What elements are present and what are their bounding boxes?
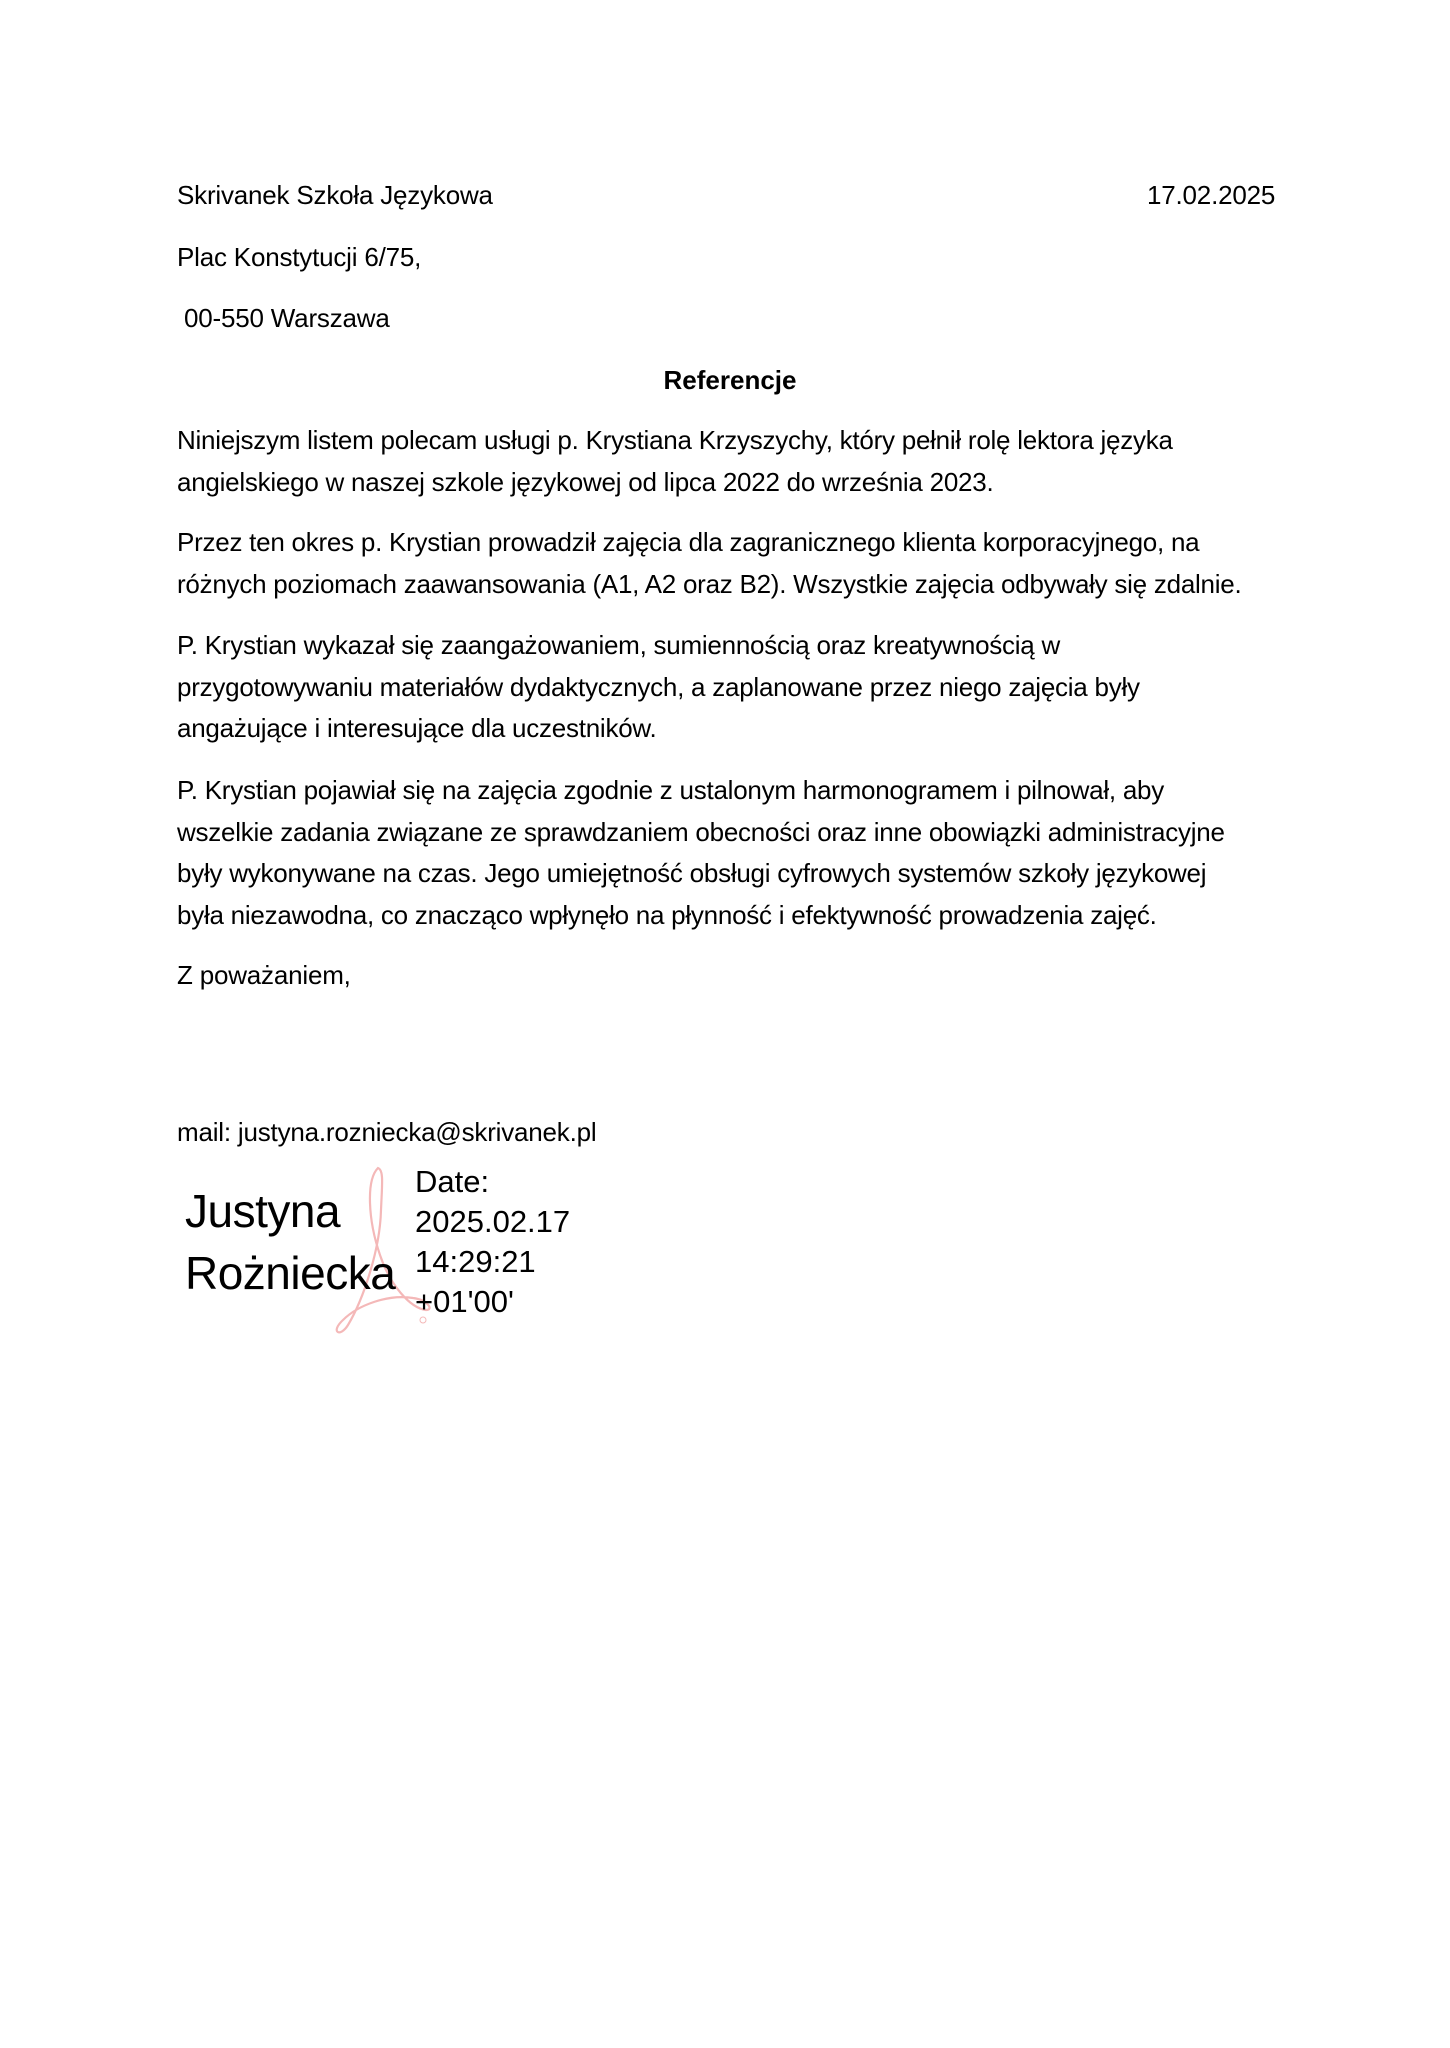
paragraph-line: angielskiego w naszej szkole językowej od lipca 2022 do września 2023. <box>177 466 994 497</box>
letter-title: Referencje <box>663 365 797 395</box>
sender-name: Skrivanek Szkoła Językowa <box>177 180 493 210</box>
paragraph-line: wszelkie zadania związane ze sprawdzaniem obecności oraz inne obowiązki administracyjne <box>177 816 1225 847</box>
paragraph-line: angażujące i interesujące dla uczestników. <box>177 713 657 743</box>
paragraph-line: Niniejszym listem polecam usługi p. Krystiana Krzyszychy, który pełnił rolę lektora języka <box>177 425 1173 455</box>
paragraph-line: różnych poziomach zaawansowania (A1, A2 oraz B2). Wszystkie zajęcia odbywały się zdalnie. <box>177 568 1242 599</box>
signature-timestamp <box>415 1162 570 1322</box>
paragraph-1 <box>177 420 1297 503</box>
paragraph-3 <box>177 625 1297 750</box>
paragraph-line: były wykonywane na czas. Jego umiejętność obsługi cyfrowych systemów szkoły językowej <box>177 858 1207 888</box>
signature-time-value: 14:29:21 <box>415 1244 536 1279</box>
signature-date-label: Date: <box>415 1164 490 1199</box>
contact-email: mail: justyna.rozniecka@skrivanek.pl <box>177 1117 597 1147</box>
paragraph-line: P. Krystian pojawiał się na zajęcia zgodnie z ustalonym harmonogramem i pilnował, aby <box>177 775 1165 805</box>
sender-address-line2: 00-550 Warszawa <box>177 303 390 333</box>
paragraph-line: była niezawodna, co znacząco wpłynęło na płynność i efektywność prowadzenia zajęć. <box>177 899 1157 930</box>
signature-timezone: +01'00' <box>415 1284 514 1319</box>
digital-signature[interactable] <box>183 1160 603 1340</box>
sender-address-line1: Plac Konstytucji 6/75, <box>177 242 422 272</box>
paragraph-2 <box>177 522 1297 605</box>
paragraph-line: przygotowywaniu materiałów dydaktycznych, a zaplanowane przez niego zajęcia były <box>177 671 1140 702</box>
closing-salutation: Z poważaniem, <box>177 960 351 990</box>
paragraph-line: Przez ten okres p. Krystian prowadził zajęcia dla zagranicznego klienta korporacyjnego, na <box>177 527 1200 557</box>
paragraph-line: P. Krystian wykazał się zaangażowaniem, sumiennością oraz kreatywnością w <box>177 630 1061 660</box>
signer-last-name: Rożniecka <box>185 1247 396 1299</box>
paragraph-4 <box>177 770 1297 936</box>
letter-date: 17.02.2025 <box>1147 180 1276 210</box>
signature-date-value: 2025.02.17 <box>415 1204 571 1239</box>
signer-first-name: Justyna <box>185 1185 341 1237</box>
signer-name <box>185 1180 395 1304</box>
